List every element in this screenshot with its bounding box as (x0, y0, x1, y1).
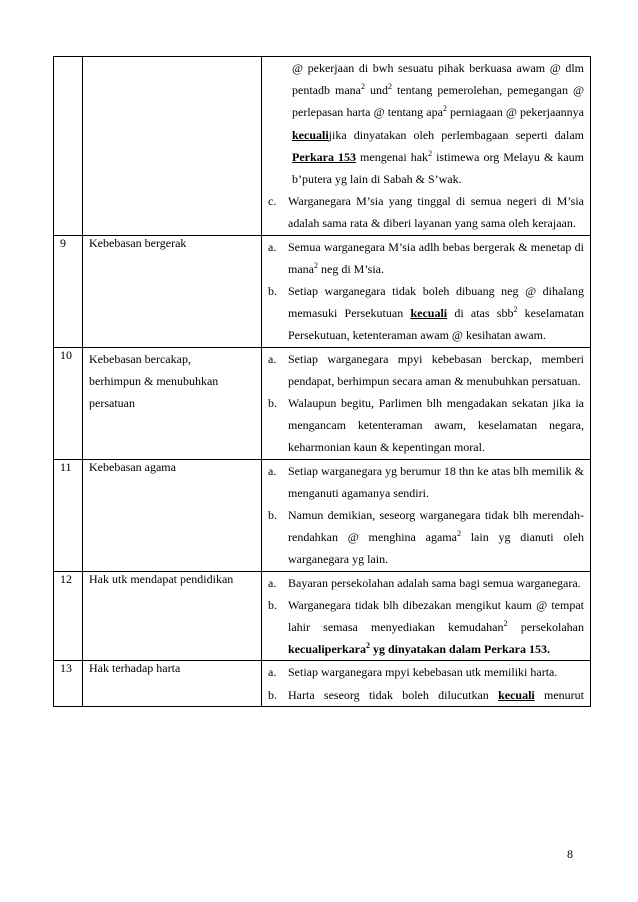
list-item (268, 460, 584, 504)
row-number-cell: 13 (54, 661, 83, 706)
list-item (268, 661, 584, 683)
item-text: Bayaran persekolahan adalah sama bagi semua warganegara. (288, 575, 581, 590)
emphasis-perkara-153: Perkara 153 (292, 149, 357, 164)
item-text: Warganegara M’sia yang tinggal di semua negeri di M’sia adalah sama rata & diberi layanan yang sama oleh kerajaan. (288, 194, 584, 231)
row-title-cell: Hak terhadap harta (83, 661, 262, 706)
item-text: Setiap warganegara mpyi kebebasan berckap, memberi pendapat, berhimpun secara aman & menubuhkan persatuan. (288, 351, 584, 388)
item-marker: b. (268, 597, 277, 612)
row-description-cell (262, 235, 591, 347)
item-marker: a. (268, 239, 277, 254)
row-description-cell (262, 57, 591, 236)
row-number-cell: 9 (54, 235, 83, 347)
row-number-cell: 10 (54, 347, 83, 459)
item-text: Namun demikian, seseorg warganegara tidak blh merendah-rendahkan @ menghina agama$^2$ lain yg dianuti oleh warganegara yg lain. (288, 508, 584, 567)
table-row (54, 661, 591, 706)
row-title-cell: Kebebasan bercakap, berhimpun & menubuhkan persatuan (83, 347, 262, 459)
row-title-cell: Kebebasan bergerak (83, 235, 262, 347)
list-item (268, 348, 584, 392)
item-marker: b. (268, 508, 277, 523)
row-title-cell (83, 57, 262, 236)
list-item (268, 504, 584, 571)
list-item (268, 236, 584, 280)
row-number-cell: 11 (54, 459, 83, 571)
item-marker: a. (268, 575, 277, 590)
table-row (54, 571, 591, 661)
row-description-cell (262, 571, 591, 661)
item-text: Semua warganegara M’sia adlh bebas bergerak & menetap di mana$^2$ neg di M’sia. (288, 239, 584, 276)
item-marker: c. (268, 194, 277, 209)
row-number-cell (54, 57, 83, 236)
emphasis-perkara-153: yg dinyatakan dalam Perkara 153. (370, 642, 551, 657)
item-text: Warganegara tidak blh dibezakan mengikut kaum @ tempat lahir semasa menyediakan kemudahan$^2$ persekolahan kecualiperkara$^2$ yg dinyatakan dalam Perkara 153. (288, 597, 584, 657)
row-title-cell: Kebebasan agama (83, 459, 262, 571)
item-text: Setiap warganegara tidak boleh dibuang neg @ dihalang memasuki Persekutuan kecuali di atas sbb$^2$ keselamatan Persekutuan, ketenteraman awam @ kesihatan awam. (288, 284, 584, 343)
item-text: Harta seseorg tidak boleh dilucutkan kecuali menurut (288, 687, 584, 702)
list-item (268, 280, 584, 347)
list-item (268, 684, 584, 706)
table-row (54, 347, 591, 459)
item-text: Setiap warganegara yg berumur 18 thn ke atas blh memilik & menganuti agamanya sendiri. (288, 463, 584, 500)
emphasis-kecuali-perkara: kecualiperkara (288, 642, 366, 657)
item-marker: a. (268, 665, 277, 680)
list-item (268, 392, 584, 459)
item-marker: b. (268, 687, 277, 702)
emphasis-kecuali: kecuali (410, 306, 448, 321)
item-marker: b. (268, 396, 277, 411)
item-text: Walaupun begitu, Parlimen blh mengadakan sekatan jika ia mengancam ketenteraman awam, keselamatan negara, keharmonian kaun & kepentingan moral. (288, 396, 584, 455)
row-description-cell (262, 661, 591, 706)
table-row (54, 459, 591, 571)
row-number-cell: 12 (54, 571, 83, 661)
emphasis-kecuali: kecuali (498, 687, 535, 702)
list-item (268, 572, 584, 594)
table-row (54, 57, 591, 236)
list-item (268, 594, 584, 661)
item-marker: b. (268, 284, 277, 299)
rights-table (53, 56, 591, 707)
item-text: Setiap warganegara mpyi kebebasan utk memiliki harta. (288, 665, 558, 680)
row-title-cell: Hak utk mendapat pendidikan (83, 571, 262, 661)
continued-text: @ pekerjaan di bwh sesuatu pihak berkuasa awam @ dlm pentadb mana$^2$ und$^2$ tentang pemerolehan, pemegangan @ perlepasan harta @ tentang apa$^2$ perniagaan @ pekerjaannya kecualijika dinyatakan oleh perlembagaan seperti dalam Perkara 153 mengenai hak$^2$ istimewa org Melayu & kaum b’putera yg lain di Sabah & S’wak. (292, 61, 584, 187)
item-marker: a. (268, 463, 277, 478)
item-marker: a. (268, 351, 277, 366)
page-number: 8 (567, 847, 573, 861)
table-row (54, 235, 591, 347)
list-item (268, 190, 584, 234)
row-description-cell (262, 347, 591, 459)
row-description-cell (262, 459, 591, 571)
emphasis-kecuali: kecuali (292, 127, 329, 142)
